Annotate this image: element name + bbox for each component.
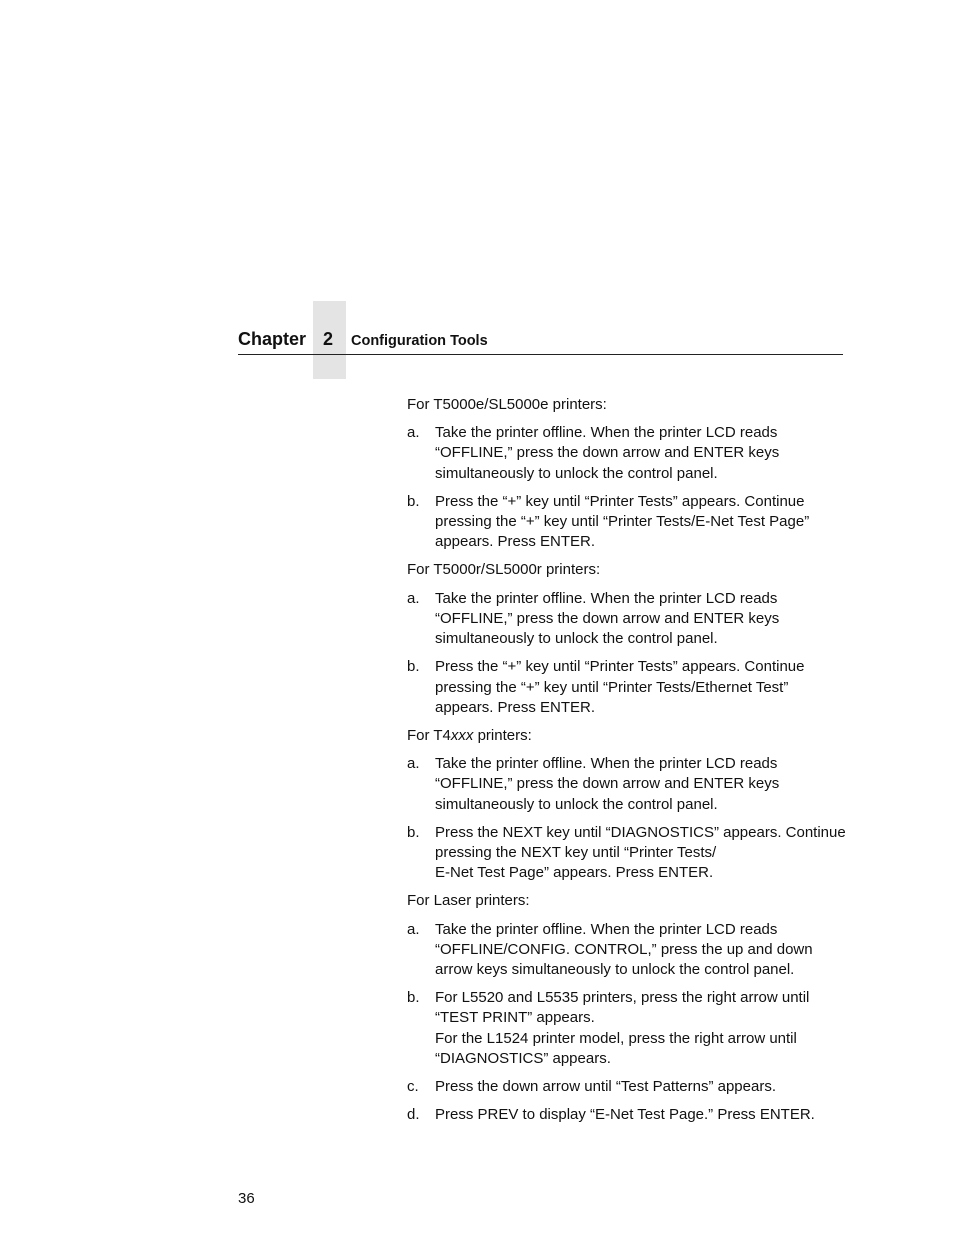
step-item bbox=[407, 657, 847, 718]
step-line: E-Net Test Page” appears. Press ENTER. bbox=[435, 864, 714, 882]
step-text bbox=[435, 657, 847, 718]
chapter-number: 2 bbox=[322, 329, 333, 349]
step-line: Press the NEXT key until “DIAGNOSTICS” appears. Continue pressing the NEXT key until “Printer Tests/ bbox=[435, 823, 846, 862]
chapter-title: Configuration Tools bbox=[351, 333, 488, 349]
step-letter: d. bbox=[407, 1106, 420, 1124]
step-line: Take the printer offline. When the printer LCD reads “OFFLINE,” press the down arrow and ENTER keys simultaneously to unlock the control panel. bbox=[435, 589, 780, 648]
step-text bbox=[435, 1077, 847, 1097]
section-intro: For T5000e/SL5000e printers: bbox=[407, 396, 607, 413]
section-intro bbox=[407, 726, 847, 746]
section-t4xxx bbox=[407, 726, 847, 884]
intro-italic: xxx bbox=[450, 726, 474, 744]
header-rule bbox=[238, 354, 843, 355]
step-text bbox=[435, 589, 847, 650]
step-letter: a. bbox=[407, 589, 420, 607]
section-laser bbox=[407, 891, 847, 1125]
step-letter: c. bbox=[407, 1078, 419, 1096]
step-line: For the L1524 printer model, press the right arrow until “DIAGNOSTICS” appears. bbox=[435, 1029, 797, 1068]
step-item bbox=[407, 492, 847, 553]
step-item bbox=[407, 589, 847, 650]
step-letter: b. bbox=[407, 492, 420, 510]
step-item bbox=[407, 823, 847, 884]
step-text bbox=[435, 754, 847, 815]
step-line: Press the down arrow until “Test Patterns” appears. bbox=[435, 1078, 776, 1096]
step-item bbox=[407, 423, 847, 484]
step-line: Take the printer offline. When the printer LCD reads “OFFLINE/CONFIG. CONTROL,” press the up and down arrow keys simultaneously to unlock the control panel. bbox=[435, 920, 813, 979]
step-letter: a. bbox=[407, 755, 420, 773]
section-t5000r bbox=[407, 560, 847, 718]
step-letter: a. bbox=[407, 920, 420, 938]
chapter-label: Chapter bbox=[238, 329, 307, 349]
step-line: Take the printer offline. When the printer LCD reads “OFFLINE,” press the down arrow and ENTER keys simultaneously to unlock the control panel. bbox=[435, 755, 780, 813]
step-line: Press the “+” key until “Printer Tests” appears. Continue pressing the “+” key until “Printer Tests/E-Net Test Page” appears. Press ENTER. bbox=[435, 492, 810, 551]
page-number: 36 bbox=[238, 1190, 255, 1207]
main-content bbox=[407, 395, 847, 1133]
step-letter: b. bbox=[407, 658, 420, 676]
step-line: Take the printer offline. When the printer LCD reads “OFFLINE,” press the down arrow and ENTER keys simultaneously to unlock the control panel. bbox=[435, 424, 780, 482]
section-t5000e bbox=[407, 395, 847, 553]
step-text bbox=[435, 988, 847, 1069]
step-text bbox=[435, 1105, 847, 1125]
section-intro: For Laser printers: bbox=[407, 892, 530, 910]
intro-suffix: printers: bbox=[473, 726, 532, 744]
step-item bbox=[407, 920, 847, 981]
step-letter: a. bbox=[407, 424, 420, 442]
step-text bbox=[435, 492, 847, 553]
section-intro: For T5000r/SL5000r printers: bbox=[407, 561, 601, 579]
step-item bbox=[407, 988, 847, 1069]
step-line: For L5520 and L5535 printers, press the right arrow until “TEST PRINT” appears. bbox=[435, 989, 810, 1027]
step-item bbox=[407, 1077, 847, 1097]
step-line: Press the “+” key until “Printer Tests” appears. Continue pressing the “+” key until “Printer Tests/Ethernet Test” appears. Press ENTER. bbox=[435, 658, 805, 716]
step-text bbox=[435, 423, 847, 484]
step-text bbox=[435, 823, 847, 884]
step-letter: b. bbox=[407, 823, 420, 841]
step-item bbox=[407, 1105, 847, 1125]
step-line: Press PREV to display “E-Net Test Page.” Press ENTER. bbox=[435, 1106, 815, 1124]
step-text bbox=[435, 920, 847, 981]
step-letter: b. bbox=[407, 989, 420, 1007]
intro-prefix: For T4 bbox=[407, 726, 451, 744]
step-item bbox=[407, 754, 847, 815]
